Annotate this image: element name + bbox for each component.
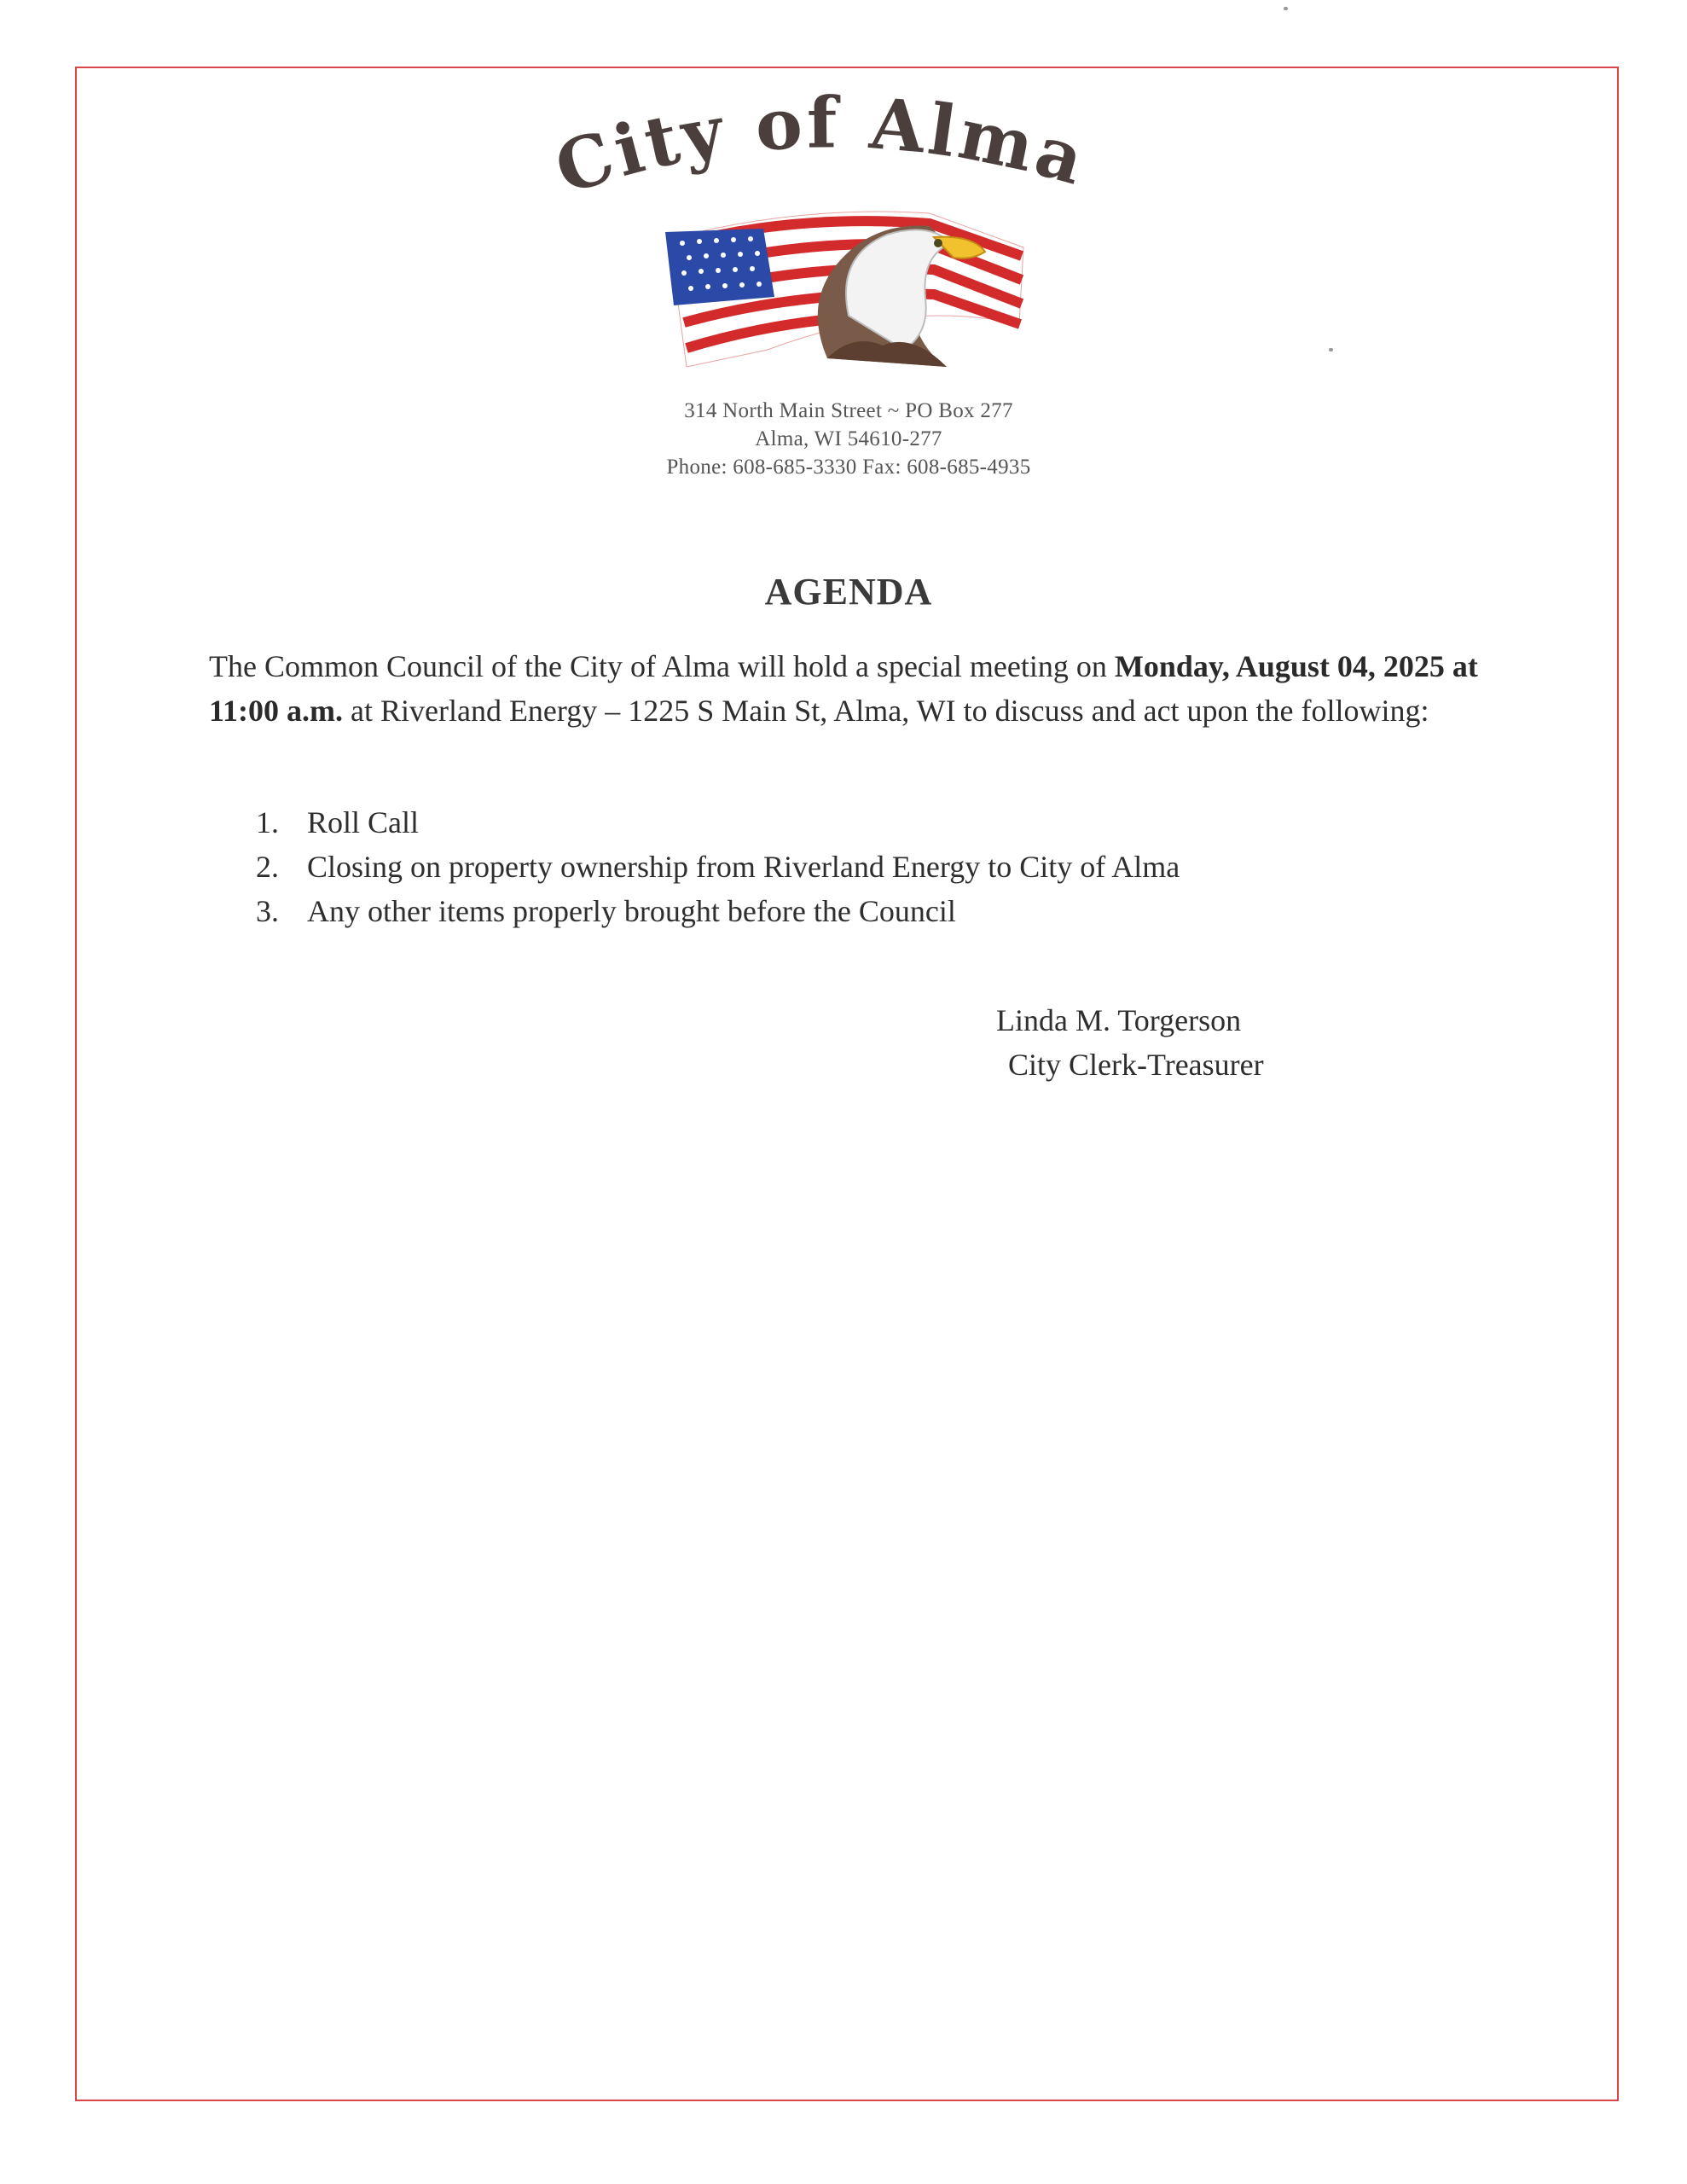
- address-street: 314 North Main Street ~ PO Box 277: [684, 399, 1013, 422]
- intro-text-start: The Common Council of the City of Alma will hold a special meeting on: [209, 649, 1115, 683]
- agenda-items-list: [256, 800, 1180, 933]
- city-logo: [546, 77, 1143, 401]
- item-text: Closing on property ownership from Riverland Energy to City of Alma: [307, 850, 1180, 884]
- signature-block: [996, 998, 1264, 1087]
- agenda-intro: [209, 644, 1505, 733]
- scan-speck: [1284, 7, 1288, 10]
- item-number: 1.: [256, 805, 279, 839]
- list-item: [256, 845, 1180, 889]
- address-city: Alma, WI 54610-277: [755, 427, 942, 450]
- signer-title: City Clerk-Treasurer: [1008, 1048, 1264, 1082]
- logo-title-text: City of Alma: [546, 82, 1096, 211]
- list-item: [256, 800, 1180, 845]
- address-block: [0, 397, 1687, 481]
- item-text: Any other items properly brought before the Council: [307, 894, 956, 928]
- scan-speck: [1329, 348, 1333, 351]
- intro-text-end: at Riverland Energy – 1225 S Main St, Alma, WI to discuss and act upon the following:: [343, 694, 1429, 728]
- signer-name: Linda M. Torgerson: [996, 1003, 1242, 1037]
- agenda-title: AGENDA: [764, 571, 933, 613]
- item-number: 2.: [256, 850, 279, 884]
- item-number: 3.: [256, 894, 279, 928]
- item-text: Roll Call: [307, 805, 420, 839]
- list-item: [256, 889, 1180, 933]
- logo-title: [546, 82, 1096, 211]
- address-phone-fax: Phone: 608-685-3330 Fax: 608-685-4935: [666, 456, 1031, 479]
- meeting-datetime: Monday, August 04, 2025 at 11:00 a.m.: [209, 649, 1478, 728]
